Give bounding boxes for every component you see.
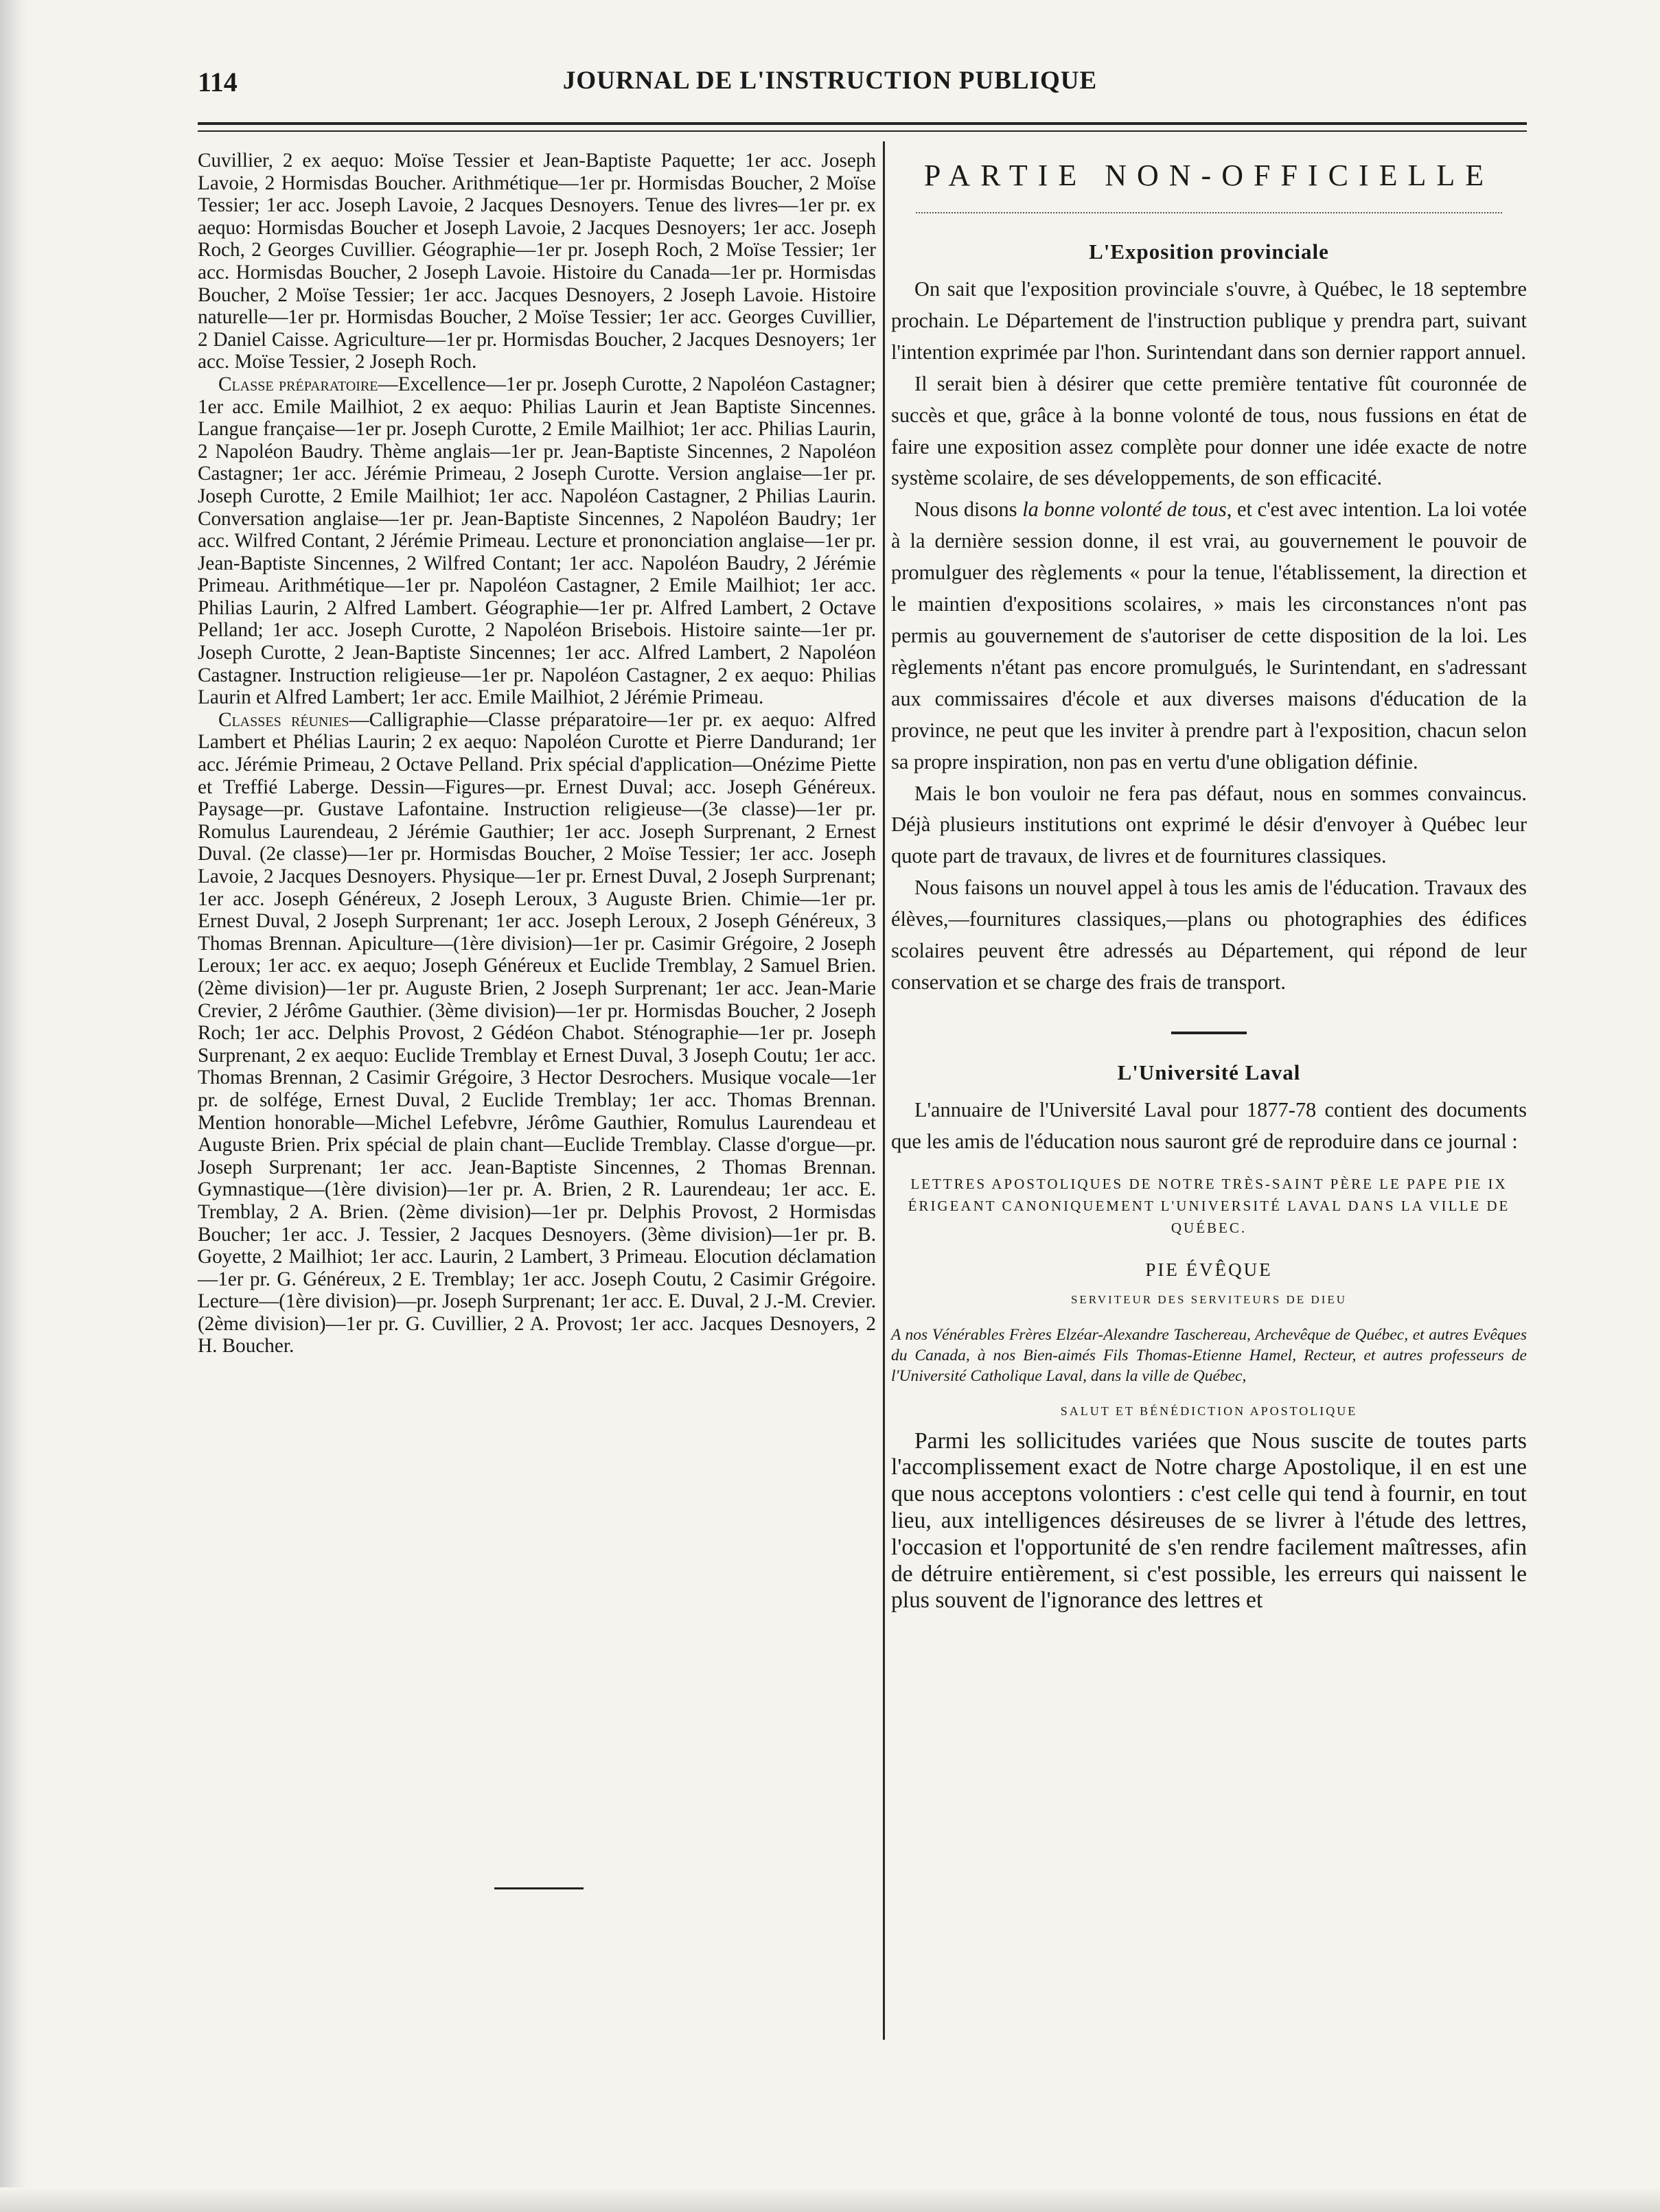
prize-list-paragraph-2 bbox=[198, 373, 876, 709]
exposition-heading: L'Exposition provinciale bbox=[1089, 240, 1329, 264]
page-bottom-edge bbox=[0, 2187, 1660, 2212]
classes-reunies-label: Classes réunies bbox=[218, 708, 349, 731]
exposition-paragraph-1: On sait que l'exposition provinciale s'ouvre, à Québec, le 18 septembre prochain. Le Département de l'instruction publique y prendra part, suivant l'intention exprimée par l'hon. Surintendant dans son dernier rapport annuel. bbox=[891, 277, 1527, 364]
column-divider bbox=[883, 141, 885, 2040]
classe-preparatoire-text: —Excellence—1er pr. Joseph Curotte, 2 Napoléon Castagner; 1er acc. Emile Mailhiot, 2 ex aequo: Philias Laurin et Jean Baptiste Sincennes. Langue française—1er pr. Joseph Curotte, 2 Emile Mailhiot; 1er acc. Philias Laurin, 2 Napoléon Baudry. Thème anglais—1er pr. Jean-Baptiste Sincennes, 2 Napoléon Castagner; 1er acc. Jérémie Primeau, 2 Joseph Curotte. Version anglaise—1er pr. Joseph Curotte, 2 Emile Mailhiot; 1er acc. Napoléon Castagner, 2 Philias Laurin. Conversation anglaise—1er pr. Jean-Baptiste Sincennes, 2 Napoléon Baudry; 1er acc. Wilfred Contant, 2 Jérémie Primeau. Lecture et prononciation anglaise—1er pr. Jean-Baptiste Sincennes, 2 Wilfred Contant; 1er acc. Napoléon Baudry, 2 Jérémie Primeau. Arithmétique—1er pr. Napoléon Castagner, 2 Emile Mailhiot; 1er acc. Philias Laurin, 2 Alfred Lambert. Géographie—1er pr. Alfred Lambert, 2 Octave Pelland; 1er acc. Joseph Curotte, 2 Napoléon Brisebois. Histoire sainte—1er pr. Joseph Curotte, 2 Jean-Baptiste Sincennes; 1er acc. Alfred Lambert, 2 Napoléon Castagner. Instruction religieuse—1er pr. Napoléon Castagner, 2 ex aequo: Philias Laurin et Alfred Lambert; 1er acc. Emile Mailhiot, 2 Jérémie Primeau. bbox=[198, 373, 876, 709]
section-separator-rule bbox=[1171, 1032, 1247, 1034]
page-gutter-shadow bbox=[0, 0, 27, 2212]
page-header bbox=[0, 66, 1660, 107]
address-paragraph: A nos Vénérables Frères Elzéar-Alexandre Taschereau, Archevêque de Québec, et autres Evêques du Canada, à nos Bien-aimés Fils Thomas-Etienne Hamel, Recteur, et autres professeurs de l'Université Catholique Laval, dans la ville de Québec, bbox=[891, 1325, 1527, 1385]
letter-paragraph-1: Parmi les sollicitudes variées que Nous suscite de toutes parts l'accomplissement exact de Notre charge Apostolique, il en est une que nous acceptons volontiers : c'est celle qui tend à fournir, en tout lieu, aux intelligences désireuses de se livrer à l'étude des lettres, l'occasion et l'opportunité de s'en rendre facilement maîtresses, afin de détruire entièrement, si c'est possible, les erreurs qui naissent le plus souvent de l'ignorance des lettres et bbox=[891, 1428, 1527, 1614]
page-number: 114 bbox=[198, 67, 238, 97]
exposition-paragraph-3 bbox=[891, 494, 1527, 778]
exposition-paragraph-3-start: Nous disons bbox=[914, 498, 1023, 522]
classes-reunies-text: —Calligraphie—Classe préparatoire—1er pr. ex aequo: Alfred Lambert et Phélias Laurin; 2 ex aequo: Napoléon Curotte et Pierre Dandurand; 1er acc. Jérémie Primeau, 2 Octave Pelland. Prix spécial d'application—Onézime Piette et Treffié Laberge. Dessin—Figures—pr. Ernest Duval; acc. Joseph Généreux. Paysage—pr. Gustave Lafontaine. Instruction religieuse—(3e classe)—1er pr. Romulus Laurendeau, 2 Jérémie Gauthier; 1er acc. Joseph Surprenant, 2 Ernest Duval. (2e classe)—1er pr. Hormisdas Boucher, 2 Moïse Tessier; 1er acc. Joseph Lavoie, 2 Jacques Desnoyers. Physique—1er pr. Ernest Duval, 2 Joseph Surprenant; 1er acc. Joseph Généreux, 2 Joseph Leroux, 3 Auguste Brien. Chimie—1er pr. Ernest Duval, 2 Joseph Surprenant; 1er acc. Joseph Leroux, 2 Joseph Généreux, 3 Thomas Brennan. Apiculture—(1ère division)—1er pr. Casimir Grégoire, 2 Joseph Leroux; 1er acc. ex aequo; Joseph Généreux et Euclide Tremblay, 2 Samuel Brien. (2ème division)—1er pr. Auguste Brien, 2 Joseph Surprenant; 1er acc. Jean-Marie Crevier, 2 Jérôme Gauthier. (3ème division)—1er pr. Hormisdas Boucher, 2 Joseph Roch; 1er acc. Delphis Provost, 2 Gédéon Chabot. Sténographie—1er pr. Joseph Surprenant, 2 ex aequo: Euclide Tremblay et Ernest Duval, 3 Joseph Coutu; 1er acc. Thomas Brennan, 2 Casimir Grégoire, 3 Hector Desrochers. Musique vocale—1er pr. de solfége, Ernest Duval, 2 Euclide Tremblay; 1er acc. Thomas Brennan. Mention honorable—Michel Lefebvre, Jérôme Gauthier, Romulus Laurendeau et Auguste Brien. Prix spécial de plain chant—Euclide Tremblay. Classe d'orgue—pr. Joseph Surprenant; 1er acc. Jean-Baptiste Sincennes, 2 Thomas Brennan. Gymnastique—(1ère division)—1er pr. A. Brien, 2 R. Laurendeau; 1er acc. E. Tremblay, 2 A. Brien. (2ème division)—1er pr. Delphis Provost, 2 Hormisdas Boucher; 1er acc. J. Tessier, 2 Jacques Desnoyers. (3ème division)—1er pr. B. Goyette, 2 Mailhiot; 1er acc. Laurin, 2 Lambert, 3 Primeau. Elocution déclamation—1er pr. G. Généreux, 2 E. Tremblay; 1er acc. Joseph Coutu, 2 Casimir Grégoire. Lecture—(1ère division)—pr. Joseph Surprenant; 1er acc. E. Duval, 2 J.-M. Crevier. (2ème division)—1er pr. G. Cuvillier, 2 A. Provost; 1er acc. Jacques Desnoyers, 2 H. Boucher. bbox=[198, 708, 876, 1358]
exposition-paragraph-4: Mais le bon vouloir ne fera pas défaut, nous en sommes convaincus. Déjà plusieurs institutions ont exprimé le désir d'envoyer à Québec leur quote part de travaux, de livres et de fournitures classiques. bbox=[891, 781, 1527, 868]
dotted-separator bbox=[916, 212, 1502, 213]
right-column bbox=[891, 150, 1527, 1614]
journal-title: JOURNAL DE L'INSTRUCTION PUBLIQUE bbox=[562, 67, 1098, 95]
section-title: PARTIE NON-OFFICIELLE bbox=[923, 159, 1495, 192]
left-column-end-rule bbox=[494, 1887, 584, 1889]
exposition-paragraph-3-rest: , et c'est avec intention. La loi votée à la dernière session donne, il est vrai, au gouvernement le pouvoir de promulguer des règlements « pour la tenue, l'établissement, la direction et le maintien d'expositions scolaires, » mais les circonstances n'ont pas permis au gouvernement de s'autoriser de cette disposition de la loi. Les règlements n'étant pas encore promulgués, le Surintendant, en s'adressant aux commissaires d'école et aux diverses maisons d'éducation de la province, ne peut que les inviter à prendre part à l'exposition, chacun selon sa propre inspiration, non pas en vertu d'une obligation définie. bbox=[891, 498, 1527, 773]
letters-heading: LETTRES APOSTOLIQUES DE NOTRE TRÈS-SAINT PÈRE LE PAPE PIE IX ÉRIGEANT CANONIQUEMENT L'UNIVERSITÉ LAVAL DANS LA VILLE DE QUÉBEC. bbox=[908, 1175, 1510, 1236]
serviteur-line: SERVITEUR DES SERVITEURS DE DIEU bbox=[1070, 1292, 1348, 1306]
exposition-paragraph-2: Il serait bien à désirer que cette première tentative fût couronnée de succès et que, grâce à la bonne volonté de tous, nous fussions en état de faire une exposition assez complète pour donner une idée exacte de notre système scolaire, de ses développements, de son efficacité. bbox=[891, 371, 1527, 490]
exposition-paragraph-5: Nous faisons un nouvel appel à tous les amis de l'éducation. Travaux des élèves,—fournitures classiques,—plans ou photographies des édifices scolaires peuvent être adressés au Département, qui répond de leur conservation et se charge des frais de transport. bbox=[891, 876, 1527, 994]
salut-line: SALUT ET BÉNÉDICTION APOSTOLIQUE bbox=[1060, 1404, 1358, 1418]
header-rule-thick bbox=[198, 122, 1527, 125]
prize-list-paragraph-1: Cuvillier, 2 ex aequo: Moïse Tessier et Jean-Baptiste Paquette; 1er acc. Joseph Lavoie, 2 Hormisdas Boucher. Arithmétique—1er pr. Hormisdas Boucher, 2 Moïse Tessier; 1er acc. Joseph Lavoie, 2 Jacques Desnoyers. Tenue des livres—1er pr. ex aequo: Hormisdas Boucher et Joseph Lavoie, 2 Jacques Desnoyers; 1er acc. Joseph Roch, 2 Georges Cuvillier. Géographie—1er pr. Joseph Roch, 2 Moïse Tessier; 1er acc. Hormisdas Boucher, 2 Joseph Lavoie. Histoire du Canada—1er pr. Hormisdas Boucher, 2 Moïse Tessier; 1er acc. Jacques Desnoyers, 2 Joseph Lavoie. Histoire naturelle—1er pr. Hormisdas Boucher, 2 Moïse Tessier; 1er acc. Georges Cuvillier, 2 Daniel Caisse. Agriculture—1er pr. Hormisdas Boucher, 2 Jacques Desnoyers; 1er acc. Moïse Tessier, 2 Joseph Roch. bbox=[198, 150, 876, 373]
classe-preparatoire-label: Classe préparatoire bbox=[218, 373, 378, 395]
universite-heading: L'Université Laval bbox=[1117, 1060, 1301, 1084]
left-column bbox=[198, 150, 876, 1358]
exposition-paragraph-3-emphasis: la bonne volonté de tous bbox=[1022, 498, 1227, 522]
pie-eveque-title: PIE ÉVÊQUE bbox=[1145, 1259, 1273, 1280]
universite-paragraph-1: L'annuaire de l'Université Laval pour 1877-78 contient des documents que les amis de l'éducation nous sauront gré de reproduire dans ce journal : bbox=[891, 1097, 1527, 1153]
header-rule-thin bbox=[198, 130, 1527, 132]
prize-list-paragraph-3 bbox=[198, 709, 876, 1358]
